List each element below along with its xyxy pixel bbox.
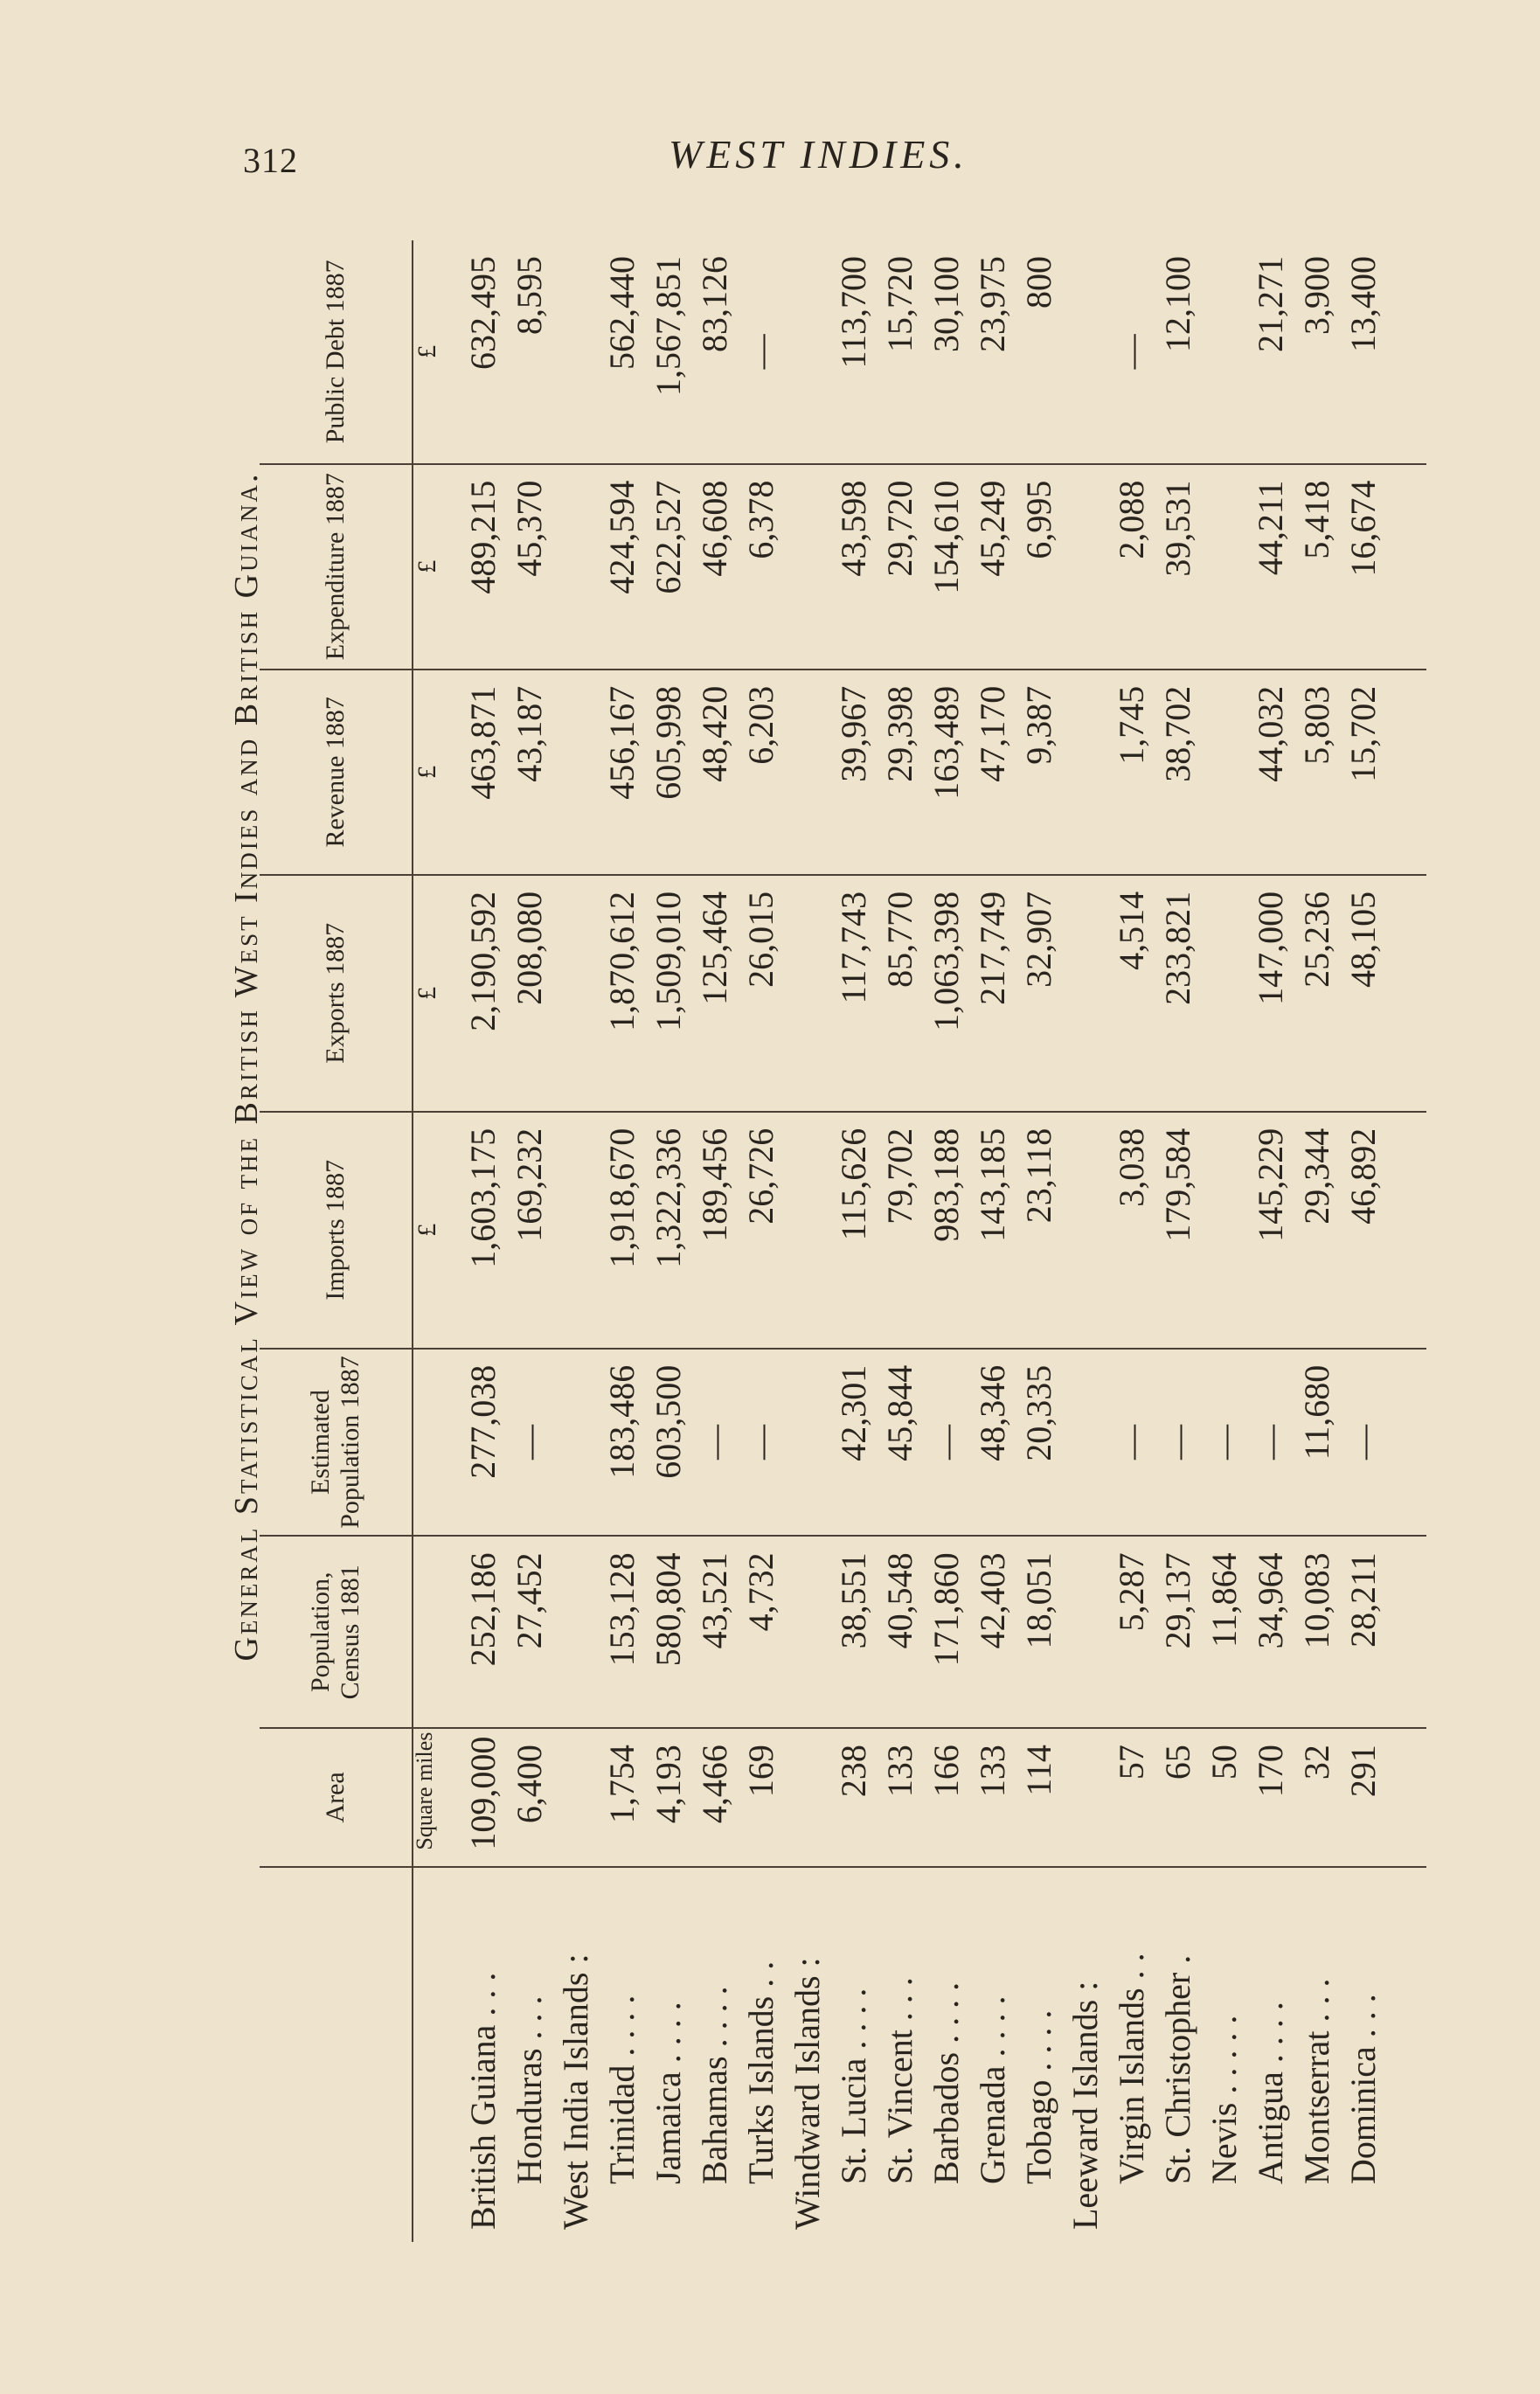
cell-debt: 632,495: [463, 256, 503, 370]
cell-area: 32: [1297, 1745, 1336, 1780]
cell-debt: —: [1112, 334, 1151, 370]
cell-debt: 21,271: [1251, 256, 1290, 352]
cell-spacer: [1062, 686, 1108, 858]
cell-exports: 208,080: [510, 891, 549, 1005]
cell-debt: 30,100: [926, 256, 966, 352]
cell-spacer: [784, 1365, 830, 1520]
cell-debt: 8,595: [510, 256, 549, 335]
cell-area: 166: [926, 1745, 966, 1798]
cell-area: 291: [1343, 1745, 1383, 1798]
cell-spacer: [1062, 481, 1108, 653]
cell-expenditure: 29,720: [880, 480, 919, 577]
row-name: Honduras . . .: [510, 1995, 549, 2184]
cell-revenue: 15,702: [1343, 685, 1383, 782]
cell-expenditure: 6,995: [1019, 480, 1058, 559]
cell-spacer: [552, 1745, 599, 1849]
cell-imports: 3,038: [1112, 1128, 1151, 1207]
cell-pop1887: —: [926, 1425, 966, 1461]
cell-spacer: [784, 686, 830, 858]
cell-expenditure: 424,594: [602, 480, 642, 594]
cell-debt: 13,400: [1343, 256, 1383, 352]
cell-revenue: 48,420: [695, 685, 734, 782]
cell-imports: 46,892: [1343, 1128, 1383, 1225]
cell-imports: 143,185: [973, 1128, 1012, 1242]
cell-debt: —: [741, 334, 780, 370]
cell-area: 57: [1112, 1745, 1151, 1780]
cell-area: 114: [1019, 1745, 1058, 1796]
cell-exports: 233,821: [1158, 891, 1197, 1005]
cell-area: 109,000: [463, 1736, 503, 1850]
cell-imports: 179,584: [1158, 1128, 1197, 1242]
cell-pop1887: 11,680: [1297, 1364, 1336, 1461]
header-revenue: Revenue 1887: [260, 670, 413, 875]
cell-exports: 48,105: [1343, 891, 1383, 988]
cell-imports: 1,918,670: [602, 1128, 642, 1268]
column-pop-1881: [413, 1536, 1426, 1728]
header-pop-1887: Estimated Population 1887: [260, 1349, 413, 1537]
cell-imports: 983,188: [926, 1128, 966, 1242]
cell-expenditure: 45,249: [973, 480, 1012, 577]
column-exports: [413, 875, 1426, 1112]
cell-expenditure: 489,215: [463, 480, 503, 594]
cell-expenditure: 39,531: [1158, 480, 1197, 577]
cell-exports: 1,063,398: [926, 891, 966, 1031]
cell-pop1881: 27,452: [510, 1552, 549, 1649]
cell-exports: 2,190,592: [463, 891, 503, 1031]
cell-revenue: 38,702: [1158, 685, 1197, 782]
cell-expenditure: 45,370: [510, 480, 549, 577]
cell-pop1887: —: [1343, 1425, 1383, 1461]
header-debt: Public Debt 1887: [260, 240, 413, 464]
unit-label-currency: £: [413, 986, 441, 1000]
cell-exports: 117,743: [834, 891, 873, 1004]
row-name: St. Vincent . . .: [880, 1977, 919, 2184]
header-name: [260, 1867, 413, 2242]
row-name: Bahamas . . . .: [695, 1986, 734, 2184]
cell-revenue: 43,187: [510, 685, 549, 782]
cell-exports: 147,000: [1251, 891, 1290, 1005]
header-pop-1881: Population, Census 1881: [260, 1536, 413, 1728]
cell-pop1881: 43,521: [695, 1552, 734, 1649]
cell-debt: 3,900: [1297, 256, 1336, 335]
cell-exports: 1,509,010: [649, 891, 688, 1031]
page-number: 312: [243, 141, 298, 180]
row-group-label: Leeward Islands :: [1065, 1981, 1105, 2230]
cell-pop1887: —: [695, 1425, 734, 1461]
cell-expenditure: 622,527: [649, 480, 688, 594]
cell-pop1881: 29,137: [1158, 1552, 1197, 1649]
header-imports: Imports 1887: [260, 1112, 413, 1349]
header-exports: Exports 1887: [260, 875, 413, 1112]
cell-pop1887: —: [1204, 1425, 1244, 1461]
cell-spacer: [1062, 256, 1108, 448]
cell-pop1881: 28,211: [1343, 1552, 1383, 1648]
cell-spacer: [1062, 1365, 1108, 1520]
cell-revenue: 9,387: [1019, 685, 1058, 765]
row-name: Trinidad . . . .: [602, 1995, 642, 2184]
cell-imports: 145,229: [1251, 1128, 1290, 1242]
cell-revenue: 463,871: [463, 685, 503, 800]
cell-exports: 217,749: [973, 891, 1012, 1005]
cell-area: 4,193: [649, 1745, 688, 1824]
cell-expenditure: 2,088: [1112, 480, 1151, 559]
row-name: Antigua . . . .: [1251, 2002, 1290, 2184]
cell-debt: 1,567,851: [649, 256, 688, 396]
cell-debt: 800: [1019, 256, 1058, 309]
cell-spacer: [552, 892, 599, 1095]
row-name: St. Lucia . . . .: [834, 1988, 873, 2184]
column-area: [413, 1728, 1426, 1866]
cell-revenue: 5,803: [1297, 685, 1336, 765]
cell-area: 170: [1251, 1745, 1290, 1798]
cell-imports: 1,322,336: [649, 1128, 688, 1268]
cell-revenue: 163,489: [926, 685, 966, 800]
statistics-table: [260, 240, 1426, 2242]
cell-revenue: 47,170: [973, 685, 1012, 782]
row-name: St. Christopher .: [1158, 1954, 1197, 2184]
cell-pop1881: 252,186: [463, 1552, 503, 1667]
cell-spacer: [552, 1128, 599, 1332]
cell-expenditure: 154,610: [926, 480, 966, 594]
cell-exports: 1,870,612: [602, 891, 642, 1031]
cell-exports: 25,236: [1297, 891, 1336, 988]
unit-label-currency: £: [413, 765, 441, 779]
cell-pop1887: 20,335: [1019, 1364, 1058, 1461]
cell-spacer: [1062, 1128, 1108, 1332]
cell-area: 1,754: [602, 1745, 642, 1824]
cell-imports: 1,603,175: [463, 1128, 503, 1268]
cell-pop1887: 48,346: [973, 1364, 1012, 1461]
statistics-table-rotated: [260, 240, 1426, 2242]
cell-debt: 23,975: [973, 256, 1012, 352]
row-name: Barbados . . . .: [926, 1981, 966, 2184]
cell-revenue: 39,967: [834, 685, 873, 782]
cell-expenditure: 43,598: [834, 480, 873, 577]
cell-exports: 85,770: [880, 891, 919, 988]
unit-label-area: Square miles: [412, 1731, 437, 1850]
cell-spacer: [552, 1552, 599, 1711]
column-revenue: [413, 670, 1426, 875]
cell-debt: 15,720: [880, 256, 919, 352]
cell-exports: 26,015: [741, 891, 780, 988]
cell-debt: [1201, 256, 1247, 448]
cell-pop1881: 10,083: [1297, 1552, 1336, 1649]
cell-area: 65: [1158, 1745, 1197, 1780]
cell-pop1887: 277,038: [463, 1364, 503, 1479]
cell-imports: 26,726: [741, 1128, 780, 1225]
running-title: WEST INDIES.: [669, 132, 968, 177]
cell-pop1887: —: [741, 1425, 780, 1461]
cell-expenditure: [1201, 481, 1247, 653]
cell-revenue: 6,203: [741, 685, 780, 765]
cell-area: 133: [973, 1745, 1012, 1798]
cell-exports: 32,907: [1019, 891, 1058, 988]
cell-imports: 189,456: [695, 1128, 734, 1242]
cell-debt: 113,700: [834, 256, 873, 369]
header-area: Area: [260, 1728, 413, 1866]
column-pop-1887: [413, 1349, 1426, 1537]
cell-area: 238: [834, 1745, 873, 1798]
cell-expenditure: 44,211: [1251, 480, 1290, 576]
cell-pop1881: 171,860: [926, 1552, 966, 1667]
unit-label-currency: £: [413, 1223, 441, 1237]
cell-pop1887: 603,500: [649, 1364, 688, 1479]
cell-spacer: [552, 481, 599, 653]
cell-imports: 115,626: [834, 1128, 873, 1241]
cell-spacer: [784, 1128, 830, 1332]
column-expenditure: [413, 464, 1426, 670]
cell-pop1881: 40,548: [880, 1552, 919, 1649]
unit-label-currency: £: [413, 344, 441, 358]
cell-imports: 79,702: [880, 1128, 919, 1225]
cell-pop1881: 580,804: [649, 1552, 688, 1667]
row-group-label: West India Islands :: [556, 1953, 595, 2230]
cell-imports: [1201, 1128, 1247, 1332]
cell-spacer: [1062, 1745, 1108, 1849]
cell-spacer: [784, 892, 830, 1095]
cell-revenue: 29,398: [880, 685, 919, 782]
cell-debt: 83,126: [695, 256, 734, 352]
header-expenditure: Expenditure 1887: [260, 464, 413, 670]
cell-pop1881: 34,964: [1251, 1552, 1290, 1649]
cell-pop1887: —: [510, 1425, 549, 1461]
column-names: [413, 1867, 1426, 2242]
cell-pop1887: 42,301: [834, 1364, 873, 1461]
row-group-label: Windward Islands :: [787, 1957, 827, 2230]
cell-spacer: [552, 256, 599, 448]
cell-area: 169: [741, 1745, 780, 1798]
cell-imports: 29,344: [1297, 1128, 1336, 1225]
row-name: Montserrat . . .: [1297, 1978, 1336, 2184]
cell-pop1887: —: [1112, 1425, 1151, 1461]
cell-spacer: [784, 1745, 830, 1849]
cell-exports: [1201, 892, 1247, 1095]
row-name: Tobago . . . .: [1019, 2009, 1058, 2184]
cell-pop1887: 45,844: [880, 1364, 919, 1461]
cell-area: 6,400: [510, 1745, 549, 1824]
unit-label-currency: £: [413, 559, 441, 573]
cell-area: 133: [880, 1745, 919, 1798]
cell-spacer: [784, 256, 830, 448]
cell-area: 50: [1204, 1745, 1244, 1780]
cell-pop1881: 18,051: [1019, 1552, 1058, 1649]
cell-spacer: [784, 1552, 830, 1711]
cell-pop1887: 183,486: [602, 1364, 642, 1479]
cell-pop1881: 38,551: [834, 1552, 873, 1649]
cell-spacer: [1062, 892, 1108, 1095]
row-name: Turks Islands . .: [741, 1960, 780, 2184]
cell-expenditure: 46,608: [695, 480, 734, 577]
cell-debt: 562,440: [602, 256, 642, 370]
cell-debt: 12,100: [1158, 256, 1197, 352]
cell-expenditure: 16,674: [1343, 480, 1383, 577]
cell-pop1887: —: [1158, 1425, 1197, 1461]
cell-pop1881: 11,864: [1204, 1552, 1244, 1648]
cell-exports: 4,514: [1112, 891, 1151, 970]
cell-spacer: [552, 1365, 599, 1520]
cell-exports: 125,464: [695, 891, 734, 1005]
cell-revenue: 1,745: [1112, 685, 1151, 765]
column-imports: [413, 1112, 1426, 1349]
cell-revenue: 456,167: [602, 685, 642, 800]
row-name: Nevis . . . . .: [1204, 2015, 1244, 2184]
cell-pop1881: 4,732: [741, 1552, 780, 1632]
cell-spacer: [1062, 1552, 1108, 1711]
cell-expenditure: 6,378: [741, 480, 780, 559]
cell-pop1887: —: [1251, 1425, 1290, 1461]
row-name: Dominica . . .: [1343, 1994, 1383, 2184]
cell-pop1881: 42,403: [973, 1552, 1012, 1649]
cell-imports: 23,118: [1019, 1128, 1058, 1224]
cell-expenditure: 5,418: [1297, 480, 1336, 559]
cell-revenue: [1201, 686, 1247, 858]
column-debt: [413, 240, 1426, 464]
cell-pop1881: 153,128: [602, 1552, 642, 1667]
cell-spacer: [784, 481, 830, 653]
cell-area: 4,466: [695, 1745, 734, 1824]
cell-spacer: [552, 686, 599, 858]
cell-revenue: 605,998: [649, 685, 688, 800]
cell-imports: 169,232: [510, 1128, 549, 1242]
table-title: General Statistical View of the British West Indies and British Guiana.: [228, 471, 265, 1662]
row-name: British Guiana . . .: [463, 1972, 503, 2230]
row-name: Jamaica . . . .: [649, 2002, 688, 2184]
cell-pop1881: 5,287: [1112, 1552, 1151, 1632]
row-name: Grenada . . . .: [973, 1995, 1012, 2184]
row-name: Virgin Islands . .: [1112, 1953, 1151, 2184]
cell-revenue: 44,032: [1251, 685, 1290, 782]
